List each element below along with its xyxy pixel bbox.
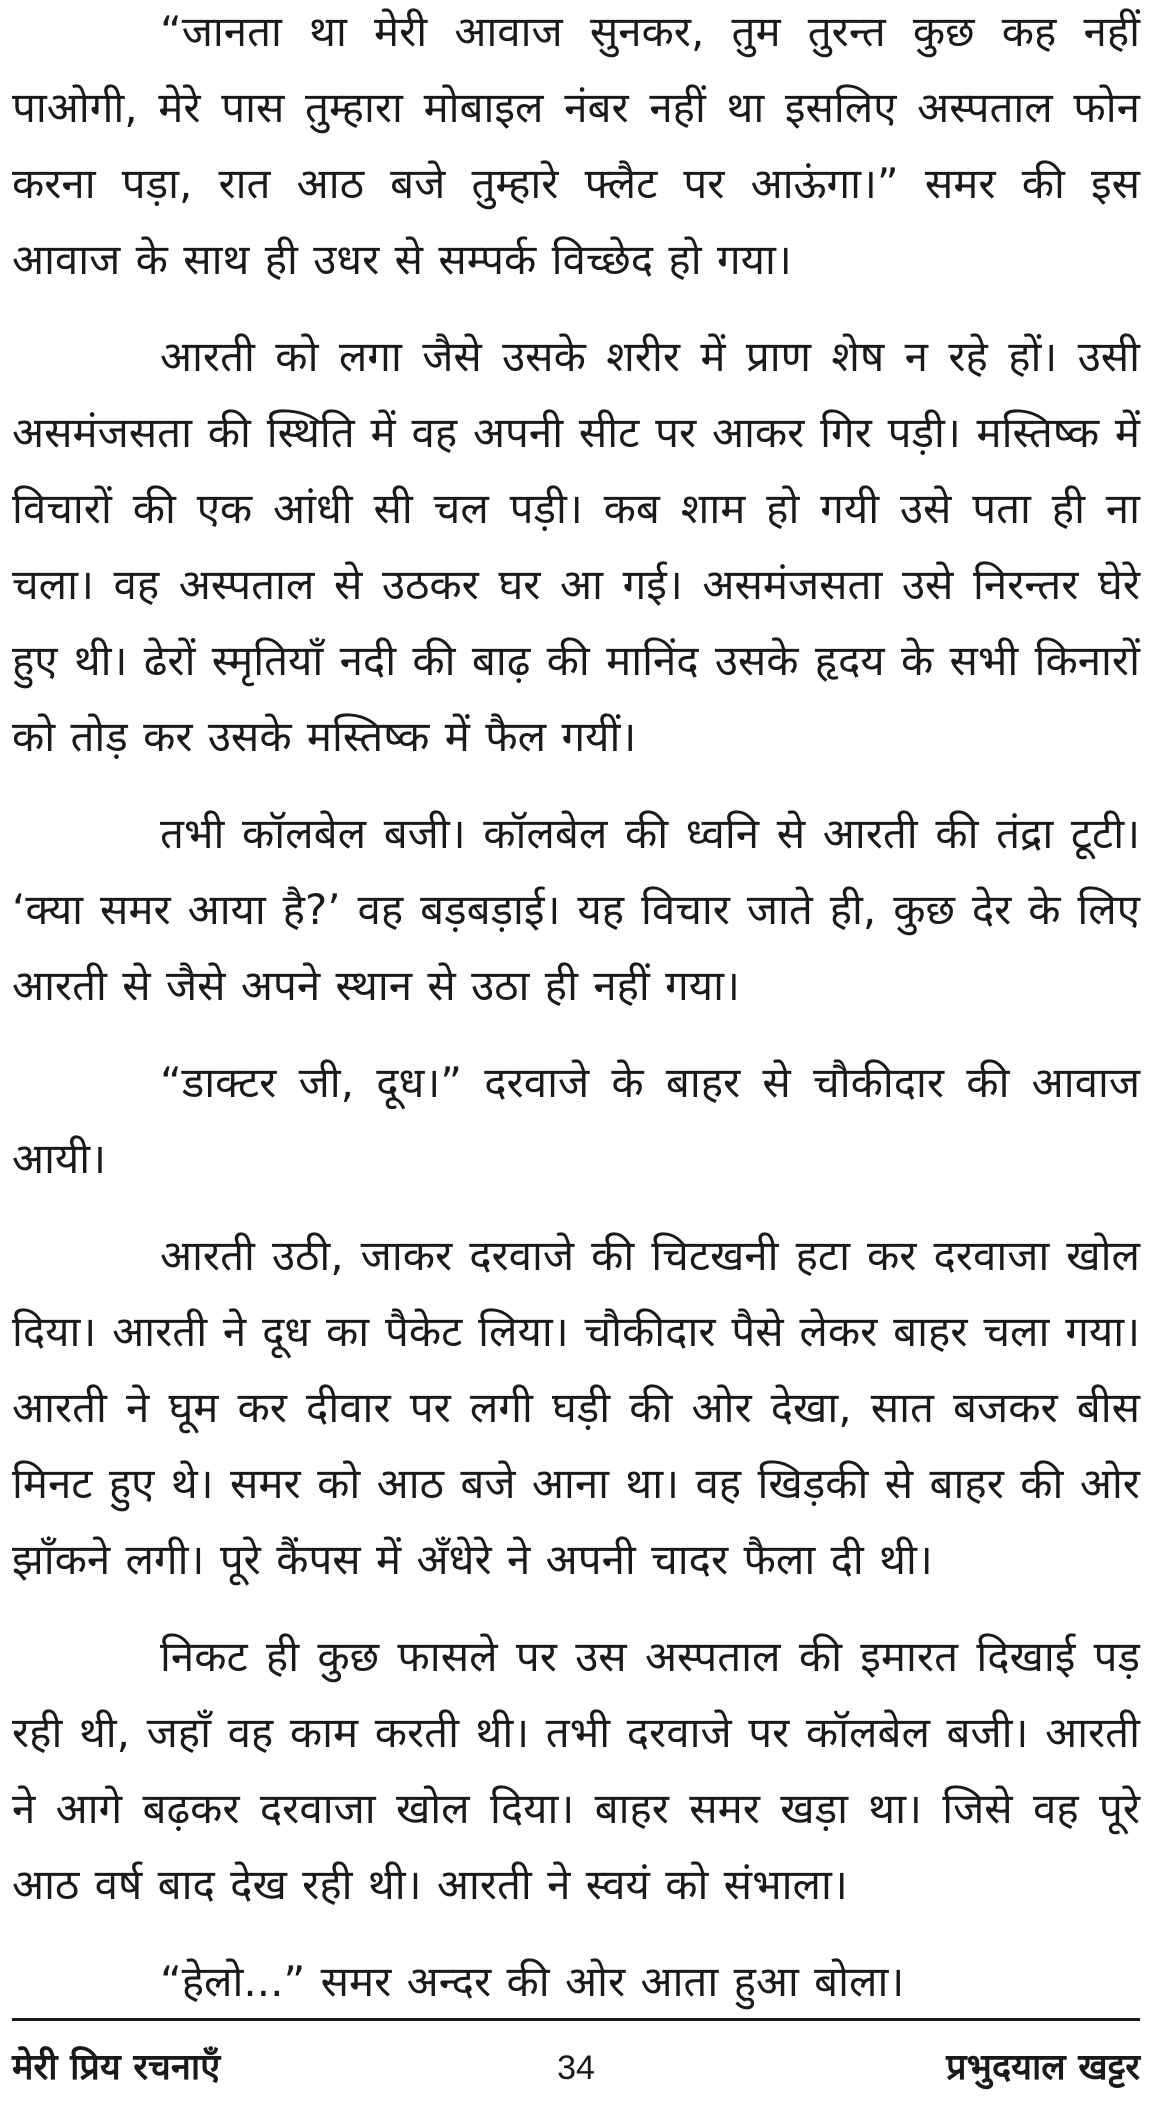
page-footer (12, 2044, 1140, 2094)
paragraph: निकट ही कुछ फासले पर उस अस्पताल की इमारत दिखाई पड़ रही थी, जहाँ वह काम करती थी। तभी दरवाजे पर कॉलबेल बजी। आरती ने आगे बढ़कर दरवाजा खोल दिया। बाहर समर खड़ा था। जिसे वह पूरे आठ वर्ष बाद देख रही थी। आरती ने स्वयं को संभाला। (12, 1632, 1140, 1909)
paragraph: आरती उठी, जाकर दरवाजे की चिटखनी हटा कर दरवाजा खोल दिया। आरती ने दूध का पैकेट लिया। चौकीदार पैसे लेकर बाहर चला गया। आरती ने घूम कर दीवार पर लगी घड़ी की ओर देखा, सात बजकर बीस मिनट हुए थे। समर को आठ बजे आना था। वह खिड़की से बाहर की ओर झाँकने लगी। पूरे कैंपस में अँधेरे ने अपनी चादर फैला दी थी। (12, 1231, 1140, 1584)
paragraph: “हेलो...” समर अन्दर की ओर आता हुआ बोला। (160, 1957, 905, 2006)
footer-divider (12, 2018, 1140, 2021)
page-number: 34 (557, 2049, 595, 2087)
author-name: प्रभुदयाल खट्टर (946, 2047, 1140, 2088)
book-title: मेरी प्रिय रचनाएँ (12, 2047, 221, 2088)
page-body (12, 0, 1140, 2041)
paragraph: तभी कॉलबेल बजी। कॉलबेल की ध्वनि से आरती की तंद्रा टूटी। ‘क्या समर आया है?’ वह बड़बड़ाई। यह विचार जाते ही, कुछ देर के लिए आरती से जैसे अपने स्थान से उठा ही नहीं गया। (12, 809, 1140, 1010)
paragraph: “जानता था मेरी आवाज सुनकर, तुम तुरन्त कुछ कह नहीं पाओगी, मेरे पास तुम्हारा मोबाइल नंबर नहीं था इसलिए अस्पताल फोन करना पड़ा, रात आठ बजे तुम्हारे फ्लैट पर आऊंगा।” समर की इस आवाज के साथ ही उधर से सम्पर्क विच्छेद हो गया। (12, 7, 1140, 284)
paragraph: “डाक्टर जी, दूध।” दरवाजे के बाहर से चौकीदार की आवाज आयी। (12, 1058, 1140, 1183)
paragraph: आरती को लगा जैसे उसके शरीर में प्राण शेष न रहे हों। उसी असमंजसता की स्थिति में वह अपनी सीट पर आकर गिर पड़ी। मस्तिष्क में विचारों की एक आंधी सी चल पड़ी। कब शाम हो गयी उसे पता ही ना चला। वह अस्पताल से उठकर घर आ गई। असमंजसता उसे निरन्तर घेरे हुए थी। ढेरों स्मृतियाँ नदी की बाढ़ की मानिंद उसके हृदय के सभी किनारों को तोड़ कर उसके मस्तिष्क में फैल गयीं। (12, 332, 1140, 761)
